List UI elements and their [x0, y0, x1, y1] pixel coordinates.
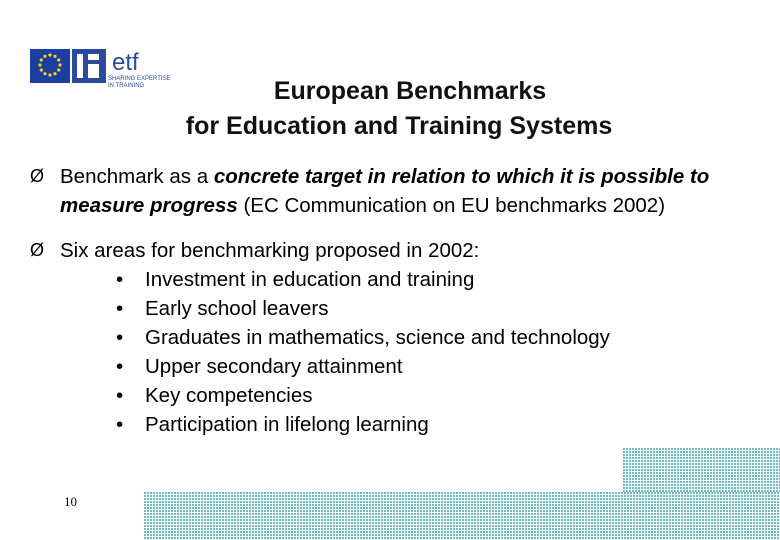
bullet-six-areas [30, 236, 750, 265]
bullet-text-suffix: (EC Communication on EU benchmarks 2002) [237, 194, 666, 217]
dot-bullet-icon: • [116, 326, 124, 349]
logo-tagline-1: SHARING EXPERTISE [108, 76, 171, 82]
decorative-grid-upper [622, 448, 780, 492]
arrow-bullet-icon: Ø [30, 240, 45, 260]
dot-bullet-icon: • [116, 268, 124, 291]
bullet-text-prefix: Benchmark as a [60, 165, 214, 188]
list-item: • Key competencies [116, 381, 750, 410]
page-number: 10 [64, 494, 77, 509]
dot-bullet-icon: • [116, 384, 124, 407]
title-line-1: European Benchmarks [273, 77, 547, 105]
slide-title [0, 74, 780, 144]
list-item: • Graduates in mathematics, science and technology [116, 323, 750, 352]
etf-wordmark: etf [112, 49, 139, 76]
dot-bullet-icon: • [116, 413, 124, 436]
list-item: • Early school leavers [116, 294, 750, 323]
list-item: • Investment in education and training [116, 265, 750, 294]
dot-bullet-icon: • [116, 297, 124, 320]
logo-tagline-2: IN TRAINING [108, 83, 145, 89]
dot-bullet-icon: • [116, 355, 124, 378]
bullet-list [30, 162, 750, 439]
list-item: • Upper secondary attainment [116, 352, 750, 381]
title-line-2: for Education and Training Systems [185, 112, 613, 140]
bullet-emphasis: concrete target in relation to which it is possible to measure progress [60, 165, 710, 217]
bullet-text: Six areas for benchmarking proposed in 2002: [60, 239, 480, 262]
list-item: • Participation in lifelong learning [116, 410, 750, 439]
bullet-benchmark-definition [30, 162, 750, 220]
decorative-grid-bottom [143, 492, 780, 540]
arrow-bullet-icon: Ø [30, 166, 45, 186]
benchmark-areas-list [30, 265, 750, 439]
